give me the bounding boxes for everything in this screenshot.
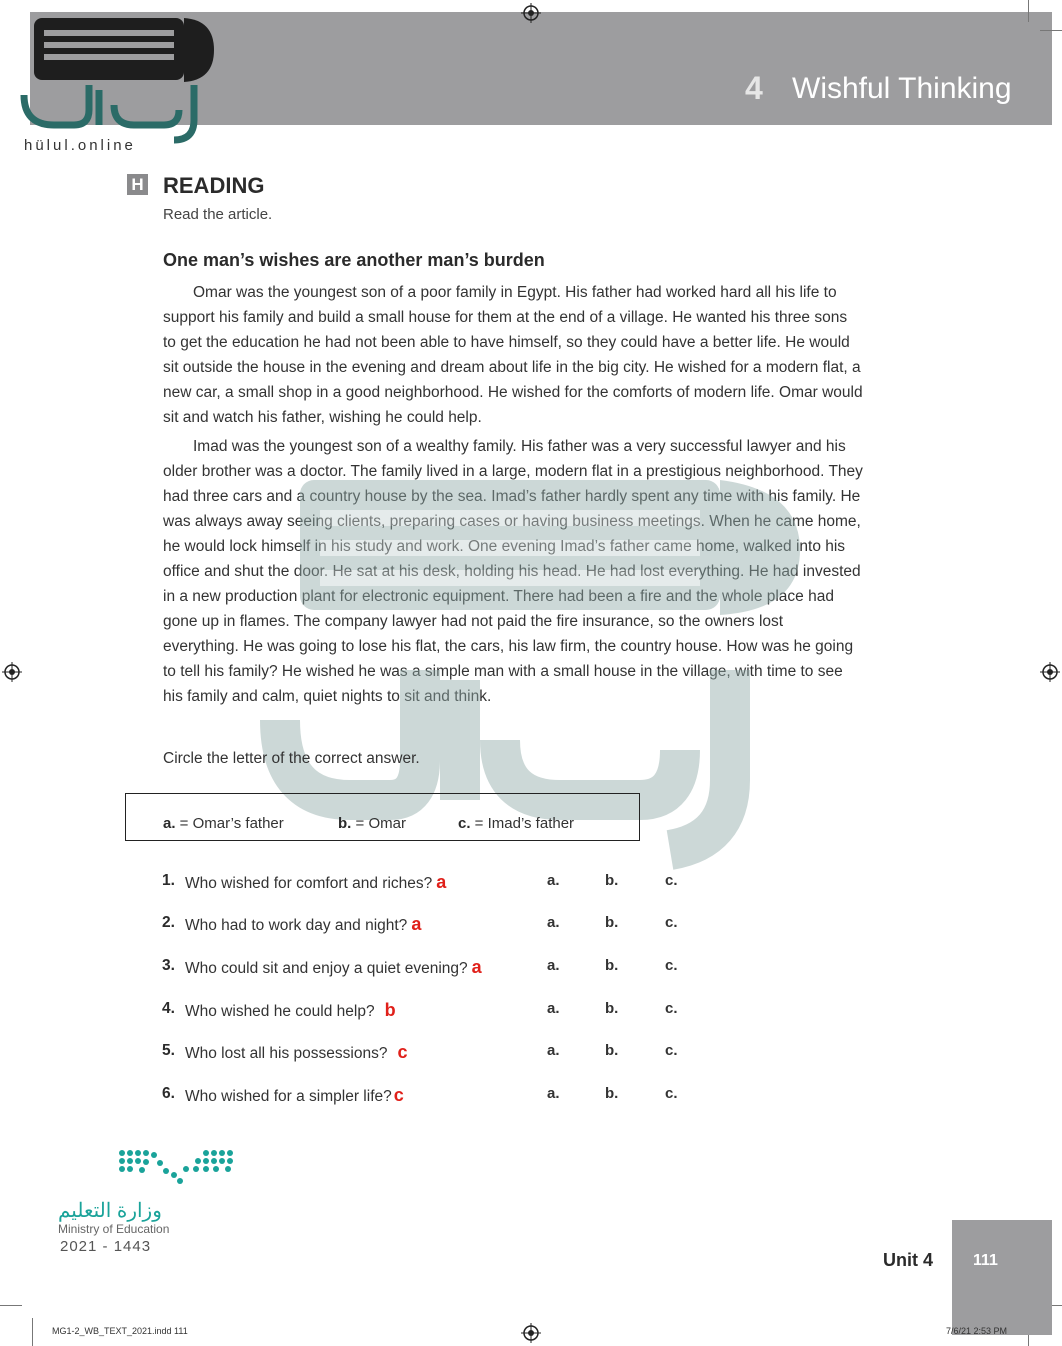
option-a[interactable]: a. bbox=[547, 957, 560, 974]
page-number: 111 bbox=[973, 1252, 998, 1269]
option-a[interactable]: a. bbox=[547, 872, 560, 889]
print-slug-file: MG1-2_WB_TEXT_2021.indd 111 bbox=[52, 1326, 188, 1336]
option-c[interactable]: c. bbox=[665, 914, 678, 931]
question-row bbox=[0, 957, 1062, 987]
option-c[interactable]: c. bbox=[665, 1042, 678, 1059]
option-c[interactable]: c. bbox=[665, 1000, 678, 1017]
question-row bbox=[0, 1042, 1062, 1072]
section-instructions: Read the article. bbox=[163, 206, 273, 223]
registration-mark-right bbox=[1040, 662, 1060, 682]
handwritten-answer: c bbox=[397, 1042, 408, 1062]
section-letter-badge: H bbox=[127, 174, 148, 195]
crop-mark bbox=[1040, 30, 1062, 31]
question-row bbox=[0, 914, 1062, 944]
registration-mark-bottom bbox=[521, 1323, 541, 1343]
question-text: Who wished for a simpler life? c bbox=[185, 1085, 404, 1105]
handwritten-answer: a bbox=[411, 914, 422, 934]
question-number: 2. bbox=[162, 914, 175, 931]
option-b[interactable]: b. bbox=[605, 872, 619, 889]
key-item-a: a. = Omar’s father bbox=[163, 815, 284, 832]
ministry-year: 2021 - 1443 bbox=[60, 1238, 152, 1255]
key-item-c: c. = Imad’s father bbox=[458, 815, 575, 832]
question-row bbox=[0, 1085, 1062, 1115]
question-text: Who lost all his possessions? c bbox=[185, 1042, 408, 1062]
section-title: READING bbox=[163, 173, 265, 198]
question-text: Who wished he could help? b bbox=[185, 1000, 396, 1020]
option-c[interactable]: c. bbox=[665, 1085, 678, 1102]
article-paragraph: Omar was the youngest son of a poor family in Egypt. His father had worked hard all his life to support his family and build a small house for them at the end of a village. He wanted his three sons to get the education he had not been able to have himself, so they could have a better life. He would sit outside the house in the evening and dream about life in the big city. He wished for a modern flat, a new car, a small shop in a good neighborhood. He wished for the comforts of modern life. Omar would sit and watch his father, wishing he could help. bbox=[163, 284, 863, 426]
ministry-logo-dots bbox=[56, 1145, 256, 1195]
ministry-name-arabic: وزارة التعليم bbox=[58, 1200, 162, 1222]
question-number: 3. bbox=[162, 957, 175, 974]
option-b[interactable]: b. bbox=[605, 1042, 619, 1059]
question-number: 6. bbox=[162, 1085, 175, 1102]
unit-number: 4 bbox=[745, 70, 763, 106]
page-number-tab bbox=[952, 1220, 1052, 1335]
logo-latin: hülul.online bbox=[24, 137, 136, 154]
handwritten-answer: b bbox=[384, 1000, 396, 1020]
question-row bbox=[0, 872, 1062, 902]
article-paragraph: Imad was the youngest son of a wealthy family. His father was a very successful lawyer and his older brother was a doctor. The family lived in a large, modern flat in a prestigious neighborhood. They had three cars and a country house by the sea. Imad’s father hardly spent any time with his family. He was always away seeing clients, preparing cases or having business meetings. When he came home, he would lock himself in his study and work. One evening Imad’s father came home, walked into his office and shut the door. He sat at his desk, holding his head. He had lost everything. He had invested in a new production plant for electronic equipment. There had been a fire and the whole place had gone up in flames. The company lawyer had not paid the fire insurance, so the owners lost everything. He was going to lose his flat, the cars, his law firm, the country house. How was he going to tell his family? He wished he was a simple man with a small house in the village, with time to see his family and calm, quiet nights to sit and think. bbox=[163, 438, 863, 705]
option-a[interactable]: a. bbox=[547, 1042, 560, 1059]
option-a[interactable]: a. bbox=[547, 1085, 560, 1102]
article-title: One man’s wishes are another man’s burden bbox=[163, 250, 545, 270]
option-a[interactable]: a. bbox=[547, 914, 560, 931]
question-text: Who could sit and enjoy a quiet evening? a bbox=[185, 957, 482, 977]
registration-mark-left bbox=[2, 662, 22, 682]
handwritten-answer: a bbox=[471, 957, 482, 977]
option-c[interactable]: c. bbox=[665, 957, 678, 974]
print-slug-date: 7/6/21 2:53 PM bbox=[946, 1326, 1008, 1336]
exercise-instructions: Circle the letter of the correct answer. bbox=[163, 750, 420, 767]
option-b[interactable]: b. bbox=[605, 914, 619, 931]
handwritten-answer: c bbox=[393, 1085, 404, 1105]
option-b[interactable]: b. bbox=[605, 1000, 619, 1017]
ministry-name-english: Ministry of Education bbox=[58, 1222, 170, 1236]
registration-mark-top bbox=[521, 3, 541, 23]
handwritten-answer: a bbox=[436, 872, 447, 892]
crop-mark bbox=[0, 1305, 22, 1306]
key-item-b: b. = Omar bbox=[338, 815, 406, 832]
question-number: 4. bbox=[162, 1000, 175, 1017]
option-a[interactable]: a. bbox=[547, 1000, 560, 1017]
unit-title: Wishful Thinking bbox=[792, 72, 1012, 105]
question-number: 1. bbox=[162, 872, 175, 889]
question-text: Who had to work day and night? a bbox=[185, 914, 422, 934]
crop-mark bbox=[32, 1318, 33, 1346]
question-number: 5. bbox=[162, 1042, 175, 1059]
footer-unit-label: Unit 4 bbox=[883, 1250, 934, 1270]
question-row bbox=[0, 1000, 1062, 1030]
hulul-logo bbox=[14, 10, 214, 155]
option-c[interactable]: c. bbox=[665, 872, 678, 889]
question-text: Who wished for comfort and riches? a bbox=[185, 872, 447, 892]
option-b[interactable]: b. bbox=[605, 957, 619, 974]
option-b[interactable]: b. bbox=[605, 1085, 619, 1102]
crop-mark bbox=[1028, 0, 1029, 22]
